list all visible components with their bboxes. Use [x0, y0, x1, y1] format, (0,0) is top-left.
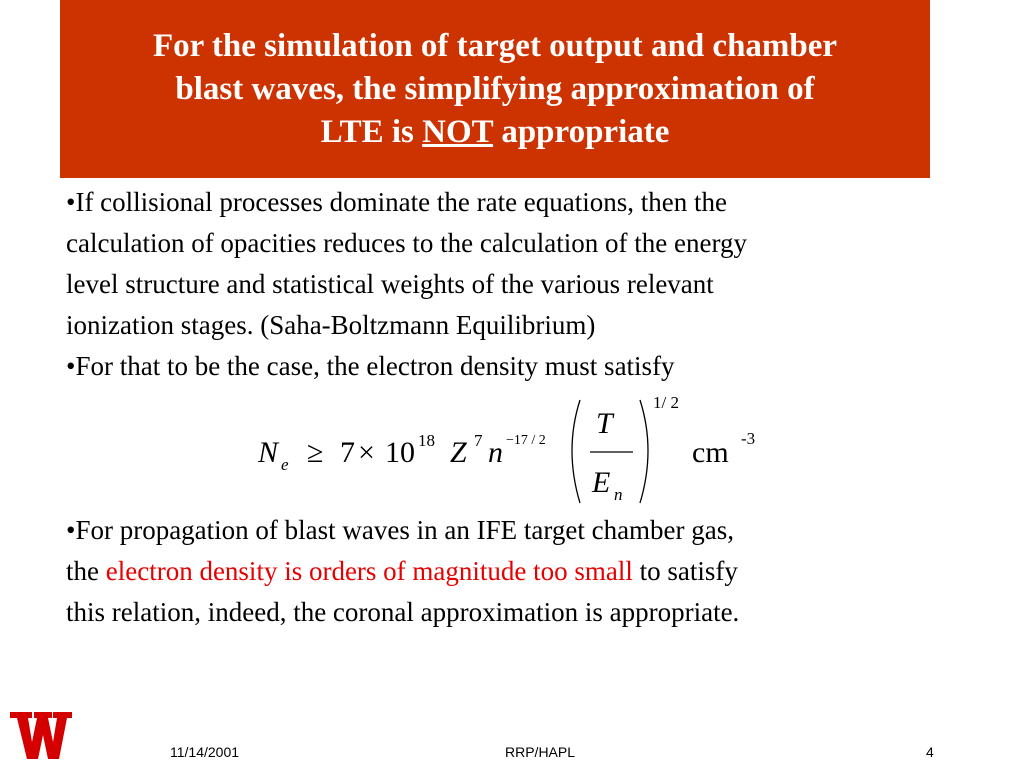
eq-ten: 10 [385, 436, 415, 469]
bullet3-line-1: •For propagation of blast waves in an IFE target chamber gas, [66, 515, 735, 545]
eq-en-subscript: n [614, 485, 623, 504]
eq-z-symbol: Z [450, 436, 467, 469]
title-line-2: blast waves, the simplifying approximation of [175, 71, 815, 107]
title-emphasis: NOT [422, 114, 494, 150]
footer-author: RRP/HAPL [505, 744, 576, 760]
bullet1-line-3: level structure and statistical weights of the various relevant [66, 269, 714, 299]
title-line-3-end: appropriate [493, 114, 670, 150]
eq-seven: 7 [340, 436, 355, 469]
bullet2-line-1: •For that to be the case, the electron density must satisfy [66, 351, 675, 381]
eq-unit: cm [692, 436, 729, 469]
eq-e-denominator: E [592, 466, 611, 499]
equation-graphic [250, 385, 780, 510]
title-line-3-start: LTE is [320, 114, 423, 150]
bullet-electron-density [66, 346, 946, 387]
eq-exp-half: 1/ 2 [653, 393, 679, 412]
university-w-logo [8, 708, 74, 763]
bullet-blast-waves [66, 510, 946, 633]
electron-density-equation [250, 385, 780, 510]
bullet1-line-2: calculation of opacities reduces to the calculation of the energy [66, 228, 747, 258]
title-line-1: For the simulation of target output and chamber [152, 28, 838, 64]
eq-exp-18: 18 [418, 431, 435, 450]
slide-title [60, 0, 930, 178]
footer-date: 11/14/2001 [170, 744, 240, 760]
bullet3-line-3: this relation, indeed, the coronal approximation is appropriate. [66, 597, 740, 627]
eq-right-paren [640, 400, 648, 503]
eq-exp-n: −17 / 2 [506, 433, 546, 448]
eq-exp-7: 7 [474, 431, 483, 450]
eq-n-lower: n [488, 436, 503, 469]
bullet3-line-2-end: to satisfy [632, 556, 738, 586]
eq-n-symbol: N [258, 436, 279, 469]
bullet-collisional [66, 182, 946, 346]
eq-times: × [358, 436, 375, 469]
bullet3-line-2-start: the [66, 556, 106, 586]
bullet3-line-2 [66, 551, 946, 592]
bullet1-line-4: ionization stages. (Saha-Boltzmann Equilibrium) [66, 310, 596, 340]
bullet3-highlight: electron density is orders of magnitude too small [105, 556, 633, 586]
footer-page-number: 4 [926, 744, 934, 760]
title-line-3 [60, 111, 930, 154]
eq-e-subscript: e [281, 455, 289, 474]
bullet1-line-1: •If collisional processes dominate the rate equations, then the [66, 187, 727, 217]
eq-t-numerator: T [596, 407, 613, 440]
eq-left-paren [572, 400, 580, 503]
eq-unit-exponent: -3 [741, 429, 756, 448]
eq-geq: ≥ [307, 436, 324, 469]
